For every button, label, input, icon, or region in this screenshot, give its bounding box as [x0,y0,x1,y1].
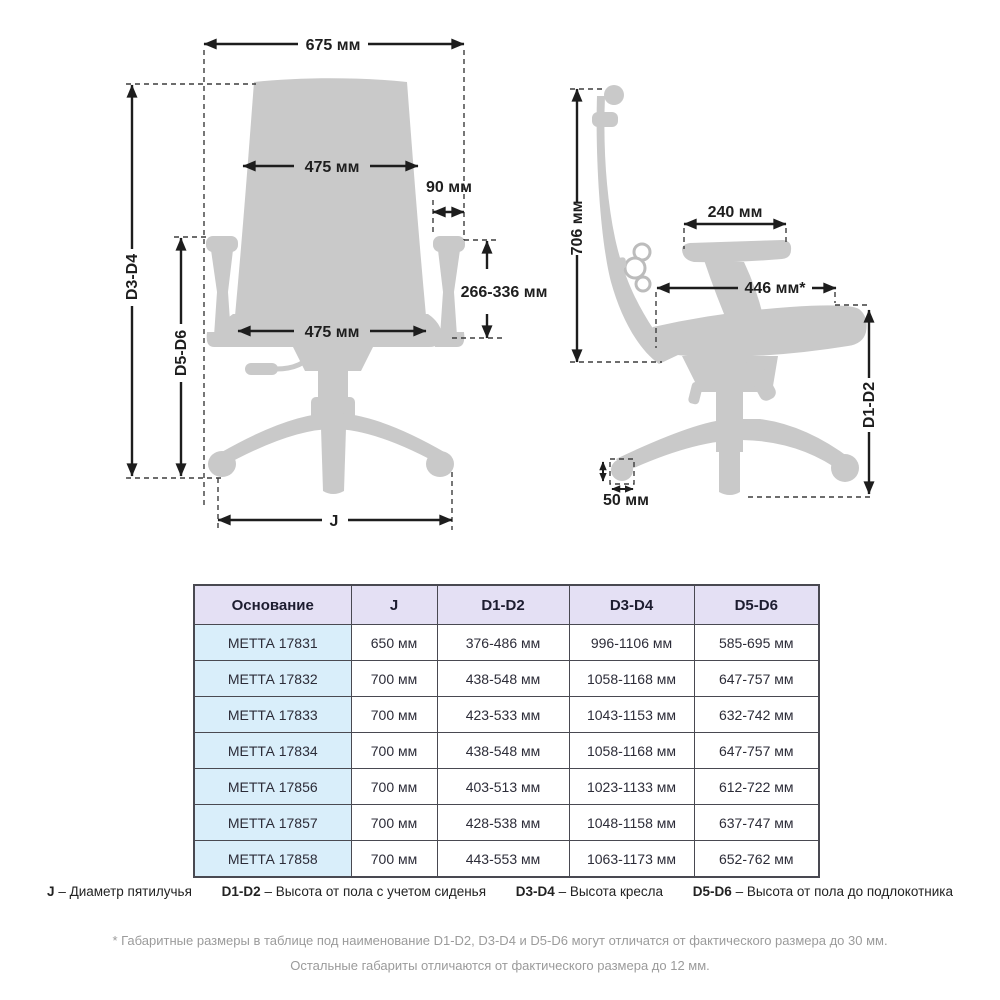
legend-desc: – Высота кресла [558,884,664,899]
legend-desc: – Высота от пола с учетом сиденья [264,884,487,899]
dim-seat-depth-label: 446 мм* [744,280,806,297]
cell: 1058-1168 мм [569,733,694,769]
table-row [194,841,819,878]
cell-model: МЕТТА 17856 [194,769,351,805]
cell: 1048-1158 мм [569,805,694,841]
dim-backrest-height-label: 706 мм [569,200,586,256]
cell: 700 мм [351,805,437,841]
cell: 700 мм [351,661,437,697]
cell: 423-533 мм [437,697,569,733]
side-view [569,85,878,509]
legend-item-d3d4 [516,884,663,899]
col-header-d5d6: D5-D6 [694,585,819,625]
dim-base-diameter-label: J [329,513,339,530]
cell: 632-742 мм [694,697,819,733]
dim-armrest-pad-width-label: 90 мм [426,179,472,196]
cell: 650 мм [351,625,437,661]
cell: 585-695 мм [694,625,819,661]
cell: 1023-1133 мм [569,769,694,805]
dim-seat-height-label: D1-D2 [861,381,878,429]
cell: 403-513 мм [437,769,569,805]
table-row [194,661,819,697]
legend-item-j [47,884,192,899]
legend-desc: – Диаметр пятилучья [58,884,192,899]
chair-side-silhouette-icon [592,85,867,495]
cell-model: МЕТТА 17833 [194,697,351,733]
dim-seat-width-label: 475 мм [304,324,360,341]
cell: 428-538 мм [437,805,569,841]
dim-chair-height-label: D3-D4 [124,253,141,301]
table-row [194,805,819,841]
footnote-line2: Остальные габариты отличаются от фактического размера до 12 мм. [290,958,710,973]
table-row [194,697,819,733]
cell: 1063-1173 мм [569,841,694,878]
cell: 637-747 мм [694,805,819,841]
legend-item-d5d6 [693,884,953,899]
legend-key: D3-D4 [515,884,555,899]
legend-desc: – Высота от пола до подлокотника [735,884,953,899]
table-row [194,733,819,769]
front-view [124,37,547,530]
cell: 376-486 мм [437,625,569,661]
cell: 700 мм [351,841,437,878]
cell: 438-548 мм [437,733,569,769]
cell-model: МЕТТА 17834 [194,733,351,769]
chair-front-silhouette-icon [206,78,465,494]
col-header-d3d4: D3-D4 [569,585,694,625]
cell: 652-762 мм [694,841,819,878]
dim-overall-width-label: 675 мм [305,37,361,54]
footnote [0,928,1000,978]
cell-model: МЕТТА 17832 [194,661,351,697]
legend-key: D1-D2 [221,884,261,899]
spec-table [193,584,820,878]
cell: 443-553 мм [437,841,569,878]
dim-caster-diameter-label: 50 мм [603,492,649,509]
cell: 647-757 мм [694,733,819,769]
cell: 647-757 мм [694,661,819,697]
col-header-base: Основание [194,585,351,625]
cell: 700 мм [351,697,437,733]
table-row [194,769,819,805]
col-header-d1d2: D1-D2 [437,585,569,625]
dim-backrest-width-label: 475 мм [304,159,360,176]
legend [0,884,1000,899]
cell: 996-1106 мм [569,625,694,661]
legend-item-d1d2 [222,884,486,899]
table-header-row [194,585,819,625]
cell: 700 мм [351,769,437,805]
dim-armrest-height-label: 266-336 мм [460,284,548,301]
cell-model: МЕТТА 17858 [194,841,351,878]
cell: 1043-1153 мм [569,697,694,733]
table-row [194,625,819,661]
footnote-line1: * Габаритные размеры в таблице под наименование D1-D2, D3-D4 и D5-D6 могут отличатся от фактического размера до 30 мм. [112,933,888,948]
legend-key: J [47,884,55,899]
col-header-j: J [351,585,437,625]
dim-armrest-length-label: 240 мм [707,204,763,221]
cell: 612-722 мм [694,769,819,805]
cell-model: МЕТТА 17857 [194,805,351,841]
cell: 1058-1168 мм [569,661,694,697]
cell: 438-548 мм [437,661,569,697]
cell-model: МЕТТА 17831 [194,625,351,661]
dim-armrest-floor-label: D5-D6 [173,329,190,377]
legend-key: D5-D6 [692,884,732,899]
cell: 700 мм [351,733,437,769]
